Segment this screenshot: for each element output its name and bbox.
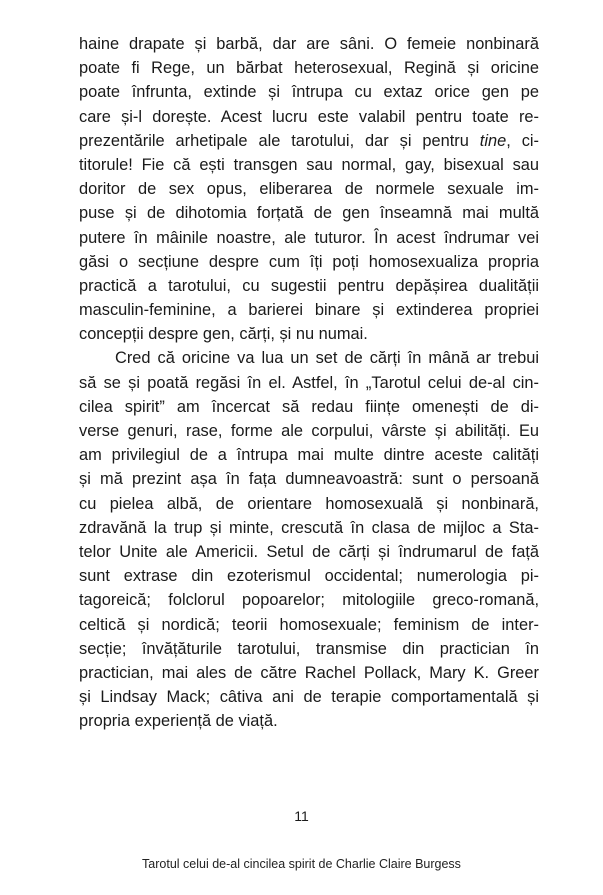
text-line: tagoreică; folclorul popoarelor; mitologiile greco-romană, <box>79 591 539 610</box>
text-line: care și-l dorește. Acest lucru este valabil pentru toate re- <box>79 107 539 126</box>
text-line: doritor de sex opus, eliberarea de normele sexuale im- <box>79 180 539 199</box>
text-line: haine drapate și barbă, dar are sâni. O femeie nonbinară <box>79 35 539 53</box>
text-line: și mă prezint așa în fața dumneavoastră: sunt o persoană <box>79 470 539 489</box>
text-line <box>79 129 539 153</box>
text-line: practician, mai ales de către Rachel Pollack, Mary K. Greer <box>79 663 539 682</box>
text-segment: prezentările arhetipale ale tarotului, dar și pentru <box>79 131 480 150</box>
text-line: sunt extrase din ezoterismul occidental; numerologia pi- <box>79 567 539 586</box>
page-number: 11 <box>294 808 309 824</box>
text-line: să se și poată regăsi în el. Astfel, în „Tarotul celui de-al cin- <box>79 373 539 392</box>
text-line: secție; învățăturile tarotului, transmise din practician în <box>79 639 539 658</box>
body-text <box>79 32 539 733</box>
text-line: propria experiență de viață. <box>79 712 278 731</box>
text-line: masculin-feminine, a barierei binare și extinderea propriei <box>79 301 539 320</box>
text-line: titorule! Fie că ești transgen sau normal, gay, bisexual sau <box>79 155 539 174</box>
text-line: concepții despre gen, cărți, și nu numai. <box>79 325 368 344</box>
text-line: poate fi Rege, un bărbat heterosexual, Regină și oricine <box>79 59 539 78</box>
paragraph-2 <box>79 346 539 733</box>
text-line: puse și de dihotomia forțată de gen înseamnă mai multă <box>79 204 539 223</box>
text-line: găsi o secțiune despre cum îți poți homosexualiza propria <box>79 252 539 271</box>
text-segment: , ci- <box>506 131 540 150</box>
text-line: cu pielea albă, de orientare homosexuală și nonbinară, <box>79 494 539 513</box>
footer-book-title: Tarotul celui de-al cincilea spirit de Charlie Claire Burgess <box>142 857 461 871</box>
text-line: verse genuri, rase, forme ale corpului, vârste și abilități. Eu <box>79 422 539 440</box>
text-line: am privilegiul de a întrupa mai multe dintre aceste calități <box>79 446 539 465</box>
text-line: putere în mâinile noastre, ale tuturor. În acest îndrumar vei <box>79 228 539 247</box>
text-line: poate înfrunta, extinde și întrupa cu extaz orice gen pe <box>79 83 539 102</box>
paragraph-1 <box>79 32 539 346</box>
text-line: zdravănă la trup și minte, crescută în clasa de mijloc a Sta- <box>79 518 539 537</box>
text-line: Cred că oricine va lua un set de cărți în mână ar trebui <box>115 349 539 368</box>
text-line: celtică și nordică; teorii homosexuale; feminism de inter- <box>79 615 539 634</box>
emphasis: tine <box>479 131 507 150</box>
text-line: practică a tarotului, cu sugestii pentru depășirea dualității <box>79 276 539 295</box>
text-line: cilea spirit” am încercat să redau ființe omenești de di- <box>79 397 539 416</box>
text-line: și Lindsay Mack; câtiva ani de terapie comportamentală și <box>79 688 539 707</box>
text-line: telor Unite ale Americii. Setul de cărți și îndrumarul de față <box>79 542 539 561</box>
